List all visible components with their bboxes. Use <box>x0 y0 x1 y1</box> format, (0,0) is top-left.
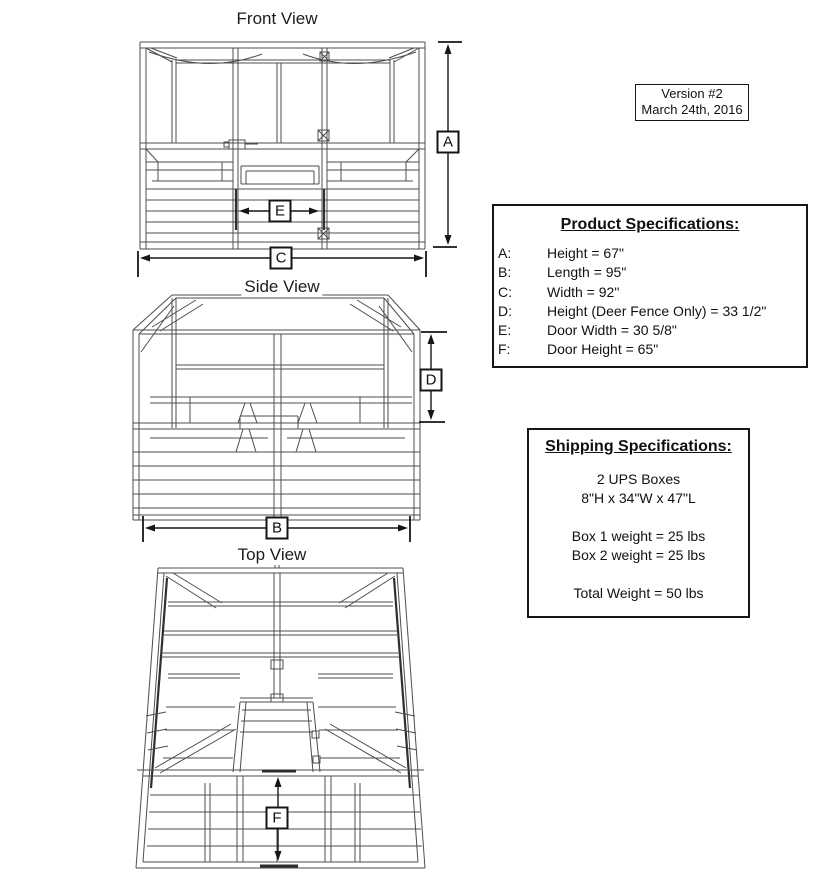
dim-label-A: A <box>437 131 460 154</box>
spec-key: E: <box>498 322 512 339</box>
top-view-title: Top View <box>235 545 310 565</box>
total-weight: Total Weight = 50 lbs <box>573 585 704 601</box>
spec-value: Length = 95" <box>547 264 627 281</box>
ups-boxes-count: 2 UPS Boxes <box>596 471 681 487</box>
dim-label-C: C <box>270 247 293 270</box>
spec-row-c <box>494 283 806 302</box>
side-view-drawing <box>133 295 420 520</box>
dim-label-B: B <box>266 517 289 540</box>
box1-weight: Box 1 weight = 25 lbs <box>571 528 706 544</box>
front-view-title: Front View <box>234 9 321 29</box>
spec-row-a <box>494 244 806 263</box>
side-view-title: Side View <box>241 277 322 297</box>
spec-row-b <box>494 263 806 282</box>
version-box <box>635 84 749 121</box>
spec-value: Door Height = 65" <box>547 341 659 358</box>
spec-value: Door Width = 30 5/8" <box>547 322 677 339</box>
spec-key: F: <box>498 341 511 358</box>
shipping-box-weights <box>529 527 748 565</box>
shipping-total-weight <box>529 584 748 603</box>
product-specifications-box <box>492 204 808 368</box>
box2-weight: Box 2 weight = 25 lbs <box>571 547 706 563</box>
spec-key: C: <box>498 283 512 300</box>
spec-key: A: <box>498 245 512 261</box>
door-latch <box>224 140 258 149</box>
spec-value: Height (Deer Fence Only) = 33 1/2" <box>547 302 767 319</box>
dim-label-E: E <box>269 200 292 223</box>
ups-boxes-dimensions: 8"H x 34"W x 47"L <box>581 490 696 506</box>
product-specifications-title: Product Specifications: <box>560 216 740 233</box>
dim-label-D: D <box>420 369 443 392</box>
spec-value: Width = 92" <box>547 283 620 300</box>
shipping-specifications-title: Shipping Specifications: <box>545 438 732 455</box>
product-specifications-rows <box>494 244 806 360</box>
spec-row-f <box>494 340 806 359</box>
shipping-specifications-box <box>527 428 750 618</box>
spec-row-e <box>494 321 806 340</box>
dim-label-F: F <box>266 807 289 830</box>
spec-key: B: <box>498 264 512 281</box>
version-number: Version #2 <box>661 86 723 101</box>
version-date: March 24th, 2016 <box>641 102 743 117</box>
spec-key: D: <box>498 302 512 319</box>
spec-row-d <box>494 302 806 321</box>
shipping-boxes-info <box>529 470 748 508</box>
spec-value: Height = 67" <box>547 245 624 261</box>
